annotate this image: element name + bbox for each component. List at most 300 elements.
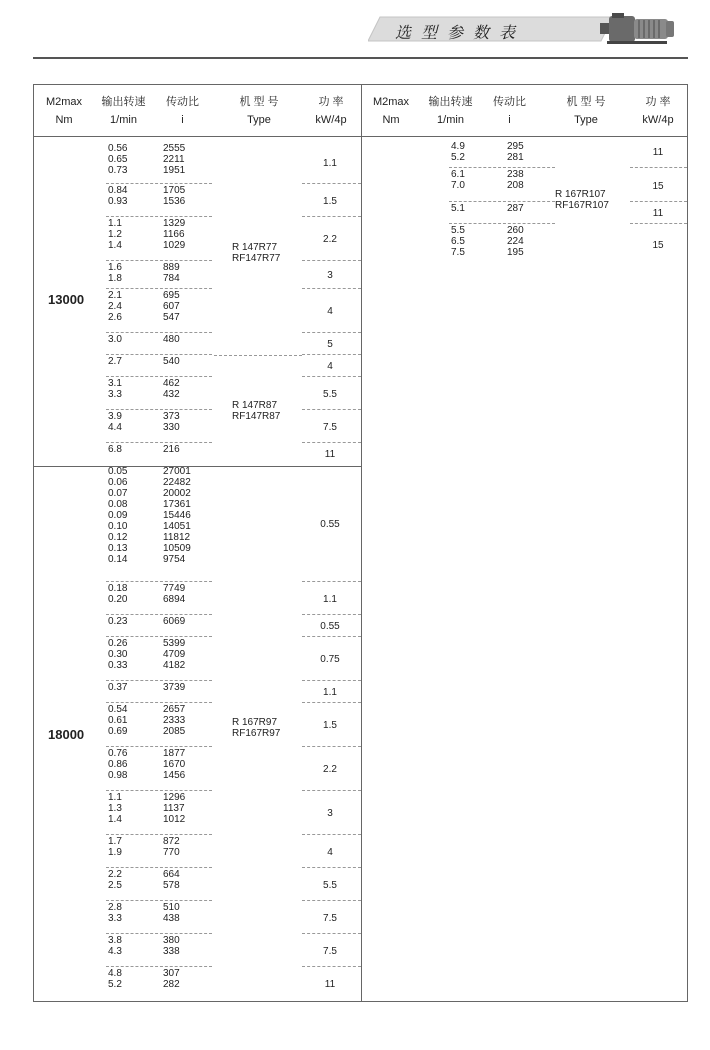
type-line: RF147R77 (232, 253, 281, 264)
speed-value: 0.37 (108, 682, 128, 693)
speed-value: 0.09 (108, 510, 128, 521)
speed-value: 3.3 (108, 913, 122, 924)
data-row (108, 229, 218, 240)
speed-value: 2.1 (108, 290, 122, 301)
ratio-value: 432 (163, 389, 180, 400)
type-label (555, 189, 609, 211)
speed-value: 3.1 (108, 378, 122, 389)
ratio-value: 27001 (163, 466, 191, 477)
speed-value: 0.20 (108, 594, 128, 605)
speed-value: 0.76 (108, 748, 128, 759)
speed-value: 0.54 (108, 704, 128, 715)
data-row (108, 532, 218, 543)
col-header-ratio-line: i (508, 114, 511, 126)
data-group (108, 902, 218, 924)
speed-value: 6.5 (451, 236, 465, 247)
data-row (108, 682, 218, 693)
row-separator (106, 442, 212, 443)
data-row (108, 770, 218, 781)
data-group (108, 356, 218, 367)
speed-value: 0.61 (108, 715, 128, 726)
ratio-value: 17361 (163, 499, 191, 510)
data-row (108, 389, 218, 400)
data-row (108, 880, 218, 891)
power-value: 4 (327, 847, 333, 858)
row-separator (106, 790, 212, 791)
speed-value: 0.65 (108, 154, 128, 165)
ratio-value: 20002 (163, 488, 191, 499)
ratio-value: 7749 (163, 583, 186, 594)
mmax-value: 13000 (48, 292, 85, 307)
ratio-value: 1296 (163, 792, 186, 803)
ratio-value: 14051 (163, 521, 191, 532)
center-divider (361, 85, 362, 1001)
data-row (108, 154, 218, 165)
power-value: 1.1 (323, 594, 337, 605)
row-separator (106, 636, 212, 637)
data-group (108, 836, 218, 858)
ratio-value: 547 (163, 312, 180, 323)
type-line: RF147R87 (232, 411, 281, 422)
data-row (108, 185, 218, 196)
row-separator (449, 223, 555, 224)
type-line: R 147R87 (232, 400, 278, 411)
col-header-speed (96, 93, 151, 129)
power-value: 1.5 (323, 720, 337, 731)
data-row (108, 649, 218, 660)
row-separator (106, 900, 212, 901)
speed-value: 4.9 (451, 141, 465, 152)
data-row (108, 510, 218, 521)
data-group (108, 616, 218, 627)
data-row (108, 554, 218, 565)
ratio-value: 1329 (163, 218, 186, 229)
ratio-value: 1012 (163, 814, 186, 825)
power-separator (302, 442, 361, 443)
ratio-value: 438 (163, 913, 180, 924)
col-header-power-line: kW/4p (315, 114, 347, 126)
data-row (108, 869, 218, 880)
ratio-value: 4182 (163, 660, 186, 671)
data-group (108, 411, 218, 433)
row-separator (106, 966, 212, 967)
data-group (108, 218, 218, 251)
col-header-speed-line: 1/min (110, 114, 137, 126)
ratio-value: 2085 (163, 726, 186, 737)
speed-value: 0.12 (108, 532, 128, 543)
ratio-value: 2555 (163, 143, 186, 154)
speed-value: 2.6 (108, 312, 122, 323)
row-separator (106, 354, 212, 355)
top-rule (33, 57, 688, 59)
data-row (108, 444, 218, 455)
ratio-value: 216 (163, 444, 180, 455)
ratio-value: 224 (507, 236, 524, 247)
data-group (108, 935, 218, 957)
ratio-value: 1705 (163, 185, 186, 196)
type-separator (214, 355, 302, 356)
data-group (108, 704, 218, 737)
speed-value: 5.2 (108, 979, 122, 990)
ratio-value: 1029 (163, 240, 186, 251)
data-row (108, 356, 218, 367)
col-header-ratio-line: 传动比 (166, 96, 199, 108)
data-group (108, 444, 218, 455)
col-header-power-line: 功 率 (318, 96, 344, 108)
col-header-power (301, 93, 361, 129)
power-value: 0.75 (320, 654, 340, 665)
power-value: 11 (324, 979, 336, 990)
row-separator (106, 216, 212, 217)
data-row (108, 902, 218, 913)
mmax-value: 18000 (48, 727, 85, 742)
data-row (108, 262, 218, 273)
data-row (108, 521, 218, 532)
power-separator (302, 376, 361, 377)
data-row (108, 273, 218, 284)
power-value: 11 (652, 147, 664, 158)
speed-value: 0.07 (108, 488, 128, 499)
power-separator (302, 332, 361, 333)
col-header-type (546, 93, 626, 129)
col-header-mmax (361, 93, 421, 129)
data-row (108, 543, 218, 554)
power-value: 3 (327, 270, 333, 281)
speed-value: 4.3 (108, 946, 122, 957)
data-row (108, 422, 218, 433)
speed-value: 4.4 (108, 422, 122, 433)
col-header-mmax-line: M2max (45, 96, 83, 108)
data-group (108, 968, 218, 990)
power-separator (302, 702, 361, 703)
row-separator (106, 581, 212, 582)
power-value: 5.5 (323, 880, 337, 891)
data-group (108, 583, 218, 605)
power-value: 1.5 (323, 196, 337, 207)
ratio-value: 238 (507, 169, 524, 180)
col-header-ratio (155, 93, 210, 129)
data-row (451, 236, 561, 247)
row-separator (449, 201, 555, 202)
data-row (451, 169, 561, 180)
ratio-value: 5399 (163, 638, 186, 649)
data-row (108, 836, 218, 847)
power-separator (302, 966, 361, 967)
power-separator (302, 581, 361, 582)
ratio-value: 510 (163, 902, 180, 913)
data-row (108, 748, 218, 759)
col-header-type-line: 机 型 号 (566, 96, 606, 108)
speed-value: 2.2 (108, 869, 122, 880)
power-value: 2.2 (323, 234, 337, 245)
row-separator (106, 183, 212, 184)
data-group (451, 169, 561, 191)
type-label (232, 242, 280, 264)
speed-value: 7.0 (451, 180, 465, 191)
data-group (108, 378, 218, 400)
col-header-speed-line: 1/min (437, 114, 464, 126)
speed-value: 5.5 (451, 225, 465, 236)
ratio-value: 307 (163, 968, 180, 979)
ratio-value: 6069 (163, 616, 186, 627)
speed-value: 2.8 (108, 902, 122, 913)
ratio-value: 10509 (163, 543, 191, 554)
ratio-value: 540 (163, 356, 180, 367)
power-value: 1.1 (323, 687, 337, 698)
data-row (108, 660, 218, 671)
speed-value: 0.56 (108, 143, 128, 154)
col-header-ratio-line: i (181, 114, 184, 126)
speed-value: 0.69 (108, 726, 128, 737)
data-row (451, 141, 561, 152)
power-separator (302, 409, 361, 410)
data-group (451, 141, 561, 163)
power-separator (302, 183, 361, 184)
data-group (108, 143, 218, 176)
ratio-value: 295 (507, 141, 524, 152)
data-group (108, 682, 218, 693)
data-row (451, 247, 561, 258)
data-row (451, 180, 561, 191)
power-separator (302, 680, 361, 681)
data-row (108, 240, 218, 251)
col-header-power (628, 93, 688, 129)
col-header-mmax-line: M2max (372, 96, 410, 108)
power-separator (302, 260, 361, 261)
speed-value: 3.9 (108, 411, 122, 422)
row-separator (106, 702, 212, 703)
data-row (108, 196, 218, 207)
data-row (108, 847, 218, 858)
data-group (451, 225, 561, 258)
col-header-power-line: 功 率 (645, 96, 671, 108)
power-separator (630, 201, 687, 202)
speed-value: 2.7 (108, 356, 122, 367)
col-header-type-line: Type (574, 114, 598, 126)
power-value: 1.1 (323, 158, 337, 169)
speed-value: 0.13 (108, 543, 128, 554)
data-row (451, 225, 561, 236)
col-header-type-line: 机 型 号 (239, 96, 279, 108)
row-separator (106, 614, 212, 615)
power-separator (302, 933, 361, 934)
data-group (108, 185, 218, 207)
data-row (451, 152, 561, 163)
speed-value: 4.8 (108, 968, 122, 979)
speed-value: 0.26 (108, 638, 128, 649)
ratio-value: 195 (507, 247, 524, 258)
col-header-speed-line: 输出转速 (101, 96, 146, 108)
speed-value: 1.9 (108, 847, 122, 858)
ratio-value: 480 (163, 334, 180, 345)
power-value: 5 (327, 339, 333, 350)
power-value: 11 (652, 208, 664, 219)
ratio-value: 872 (163, 836, 180, 847)
ratio-value: 1137 (163, 803, 185, 814)
data-row (108, 594, 218, 605)
speed-value: 7.5 (451, 247, 465, 258)
speed-value: 0.30 (108, 649, 128, 660)
speed-value: 5.1 (451, 203, 465, 214)
speed-value: 1.1 (108, 218, 122, 229)
ratio-value: 2657 (163, 704, 186, 715)
selection-table (33, 84, 688, 1002)
ratio-value: 380 (163, 935, 180, 946)
col-header-mmax (34, 93, 94, 129)
data-row (108, 466, 218, 477)
speed-value: 0.18 (108, 583, 128, 594)
ratio-value: 330 (163, 422, 180, 433)
data-row (108, 499, 218, 510)
data-row (108, 616, 218, 627)
row-separator (106, 933, 212, 934)
power-separator (302, 216, 361, 217)
power-separator (302, 614, 361, 615)
ratio-value: 784 (163, 273, 180, 284)
col-header-speed (423, 93, 478, 129)
data-row (451, 203, 561, 214)
col-header-speed-line: 输出转速 (428, 96, 473, 108)
speed-value: 6.1 (451, 169, 465, 180)
speed-value: 1.7 (108, 836, 122, 847)
data-group (108, 792, 218, 825)
ratio-value: 1456 (163, 770, 186, 781)
speed-value: 3.8 (108, 935, 122, 946)
power-separator (302, 867, 361, 868)
row-separator (106, 288, 212, 289)
speed-value: 5.2 (451, 152, 465, 163)
row-separator (106, 867, 212, 868)
power-value: 4 (327, 306, 333, 317)
power-separator (302, 834, 361, 835)
speed-value: 0.14 (108, 554, 128, 565)
row-separator (106, 834, 212, 835)
ratio-value: 373 (163, 411, 180, 422)
ratio-value: 3739 (163, 682, 186, 693)
speed-value: 2.4 (108, 301, 122, 312)
gear-motor-icon (598, 10, 678, 46)
data-row (108, 165, 218, 176)
row-separator (106, 332, 212, 333)
row-separator (449, 167, 555, 168)
power-separator (302, 746, 361, 747)
data-row (108, 290, 218, 301)
power-separator (302, 790, 361, 791)
speed-value: 1.4 (108, 240, 122, 251)
ratio-value: 15446 (163, 510, 191, 521)
row-separator (106, 680, 212, 681)
col-header-ratio (482, 93, 537, 129)
speed-value: 0.08 (108, 499, 128, 510)
speed-value: 0.73 (108, 165, 128, 176)
data-row (108, 946, 218, 957)
speed-value: 1.2 (108, 229, 122, 240)
speed-value: 0.06 (108, 477, 128, 488)
data-group (108, 290, 218, 323)
power-value: 3 (327, 808, 333, 819)
data-row (108, 704, 218, 715)
row-separator (106, 376, 212, 377)
speed-value: 3.0 (108, 334, 122, 345)
col-header-mmax-line: Nm (382, 114, 400, 126)
data-row (108, 814, 218, 825)
power-value: 15 (652, 240, 664, 251)
type-label (232, 400, 280, 422)
data-row (108, 143, 218, 154)
speed-value: 1.3 (108, 803, 122, 814)
speed-value: 3.3 (108, 389, 122, 400)
data-group (108, 262, 218, 284)
power-value: 15 (652, 181, 664, 192)
power-value: 2.2 (323, 764, 337, 775)
data-row (108, 218, 218, 229)
ratio-value: 260 (507, 225, 524, 236)
ratio-value: 6894 (163, 594, 186, 605)
data-row (108, 792, 218, 803)
speed-value: 0.84 (108, 185, 128, 196)
data-row (108, 301, 218, 312)
power-value: 0.55 (320, 519, 340, 530)
speed-value: 0.10 (108, 521, 128, 532)
col-header-type (219, 93, 299, 129)
data-group (451, 203, 561, 214)
power-separator (302, 636, 361, 637)
ratio-value: 578 (163, 880, 180, 891)
speed-value: 0.98 (108, 770, 128, 781)
data-row (108, 411, 218, 422)
speed-value: 0.23 (108, 616, 128, 627)
power-separator (630, 223, 687, 224)
data-row (108, 334, 218, 345)
page-title: 选型参数表 (395, 25, 526, 42)
data-row (108, 726, 218, 737)
type-line: R 167R97 (232, 717, 278, 728)
ratio-value: 2333 (163, 715, 186, 726)
ratio-value: 462 (163, 378, 180, 389)
ratio-value: 695 (163, 290, 180, 301)
data-row (108, 935, 218, 946)
power-separator (302, 900, 361, 901)
power-value: 0.55 (320, 621, 340, 632)
power-value: 4 (327, 361, 333, 372)
data-group (108, 466, 218, 565)
ratio-value: 282 (163, 979, 180, 990)
power-value: 5.5 (323, 389, 337, 400)
data-row (108, 378, 218, 389)
speed-value: 1.8 (108, 273, 122, 284)
ratio-value: 2211 (163, 154, 185, 165)
ratio-value: 1536 (163, 196, 186, 207)
power-value: 7.5 (323, 422, 337, 433)
speed-value: 0.33 (108, 660, 128, 671)
col-header-ratio-line: 传动比 (493, 96, 526, 108)
type-line: RF167R97 (232, 728, 281, 739)
data-row (108, 488, 218, 499)
col-header-mmax-line: Nm (55, 114, 73, 126)
power-value: 7.5 (323, 913, 337, 924)
type-line: R 147R77 (232, 242, 278, 253)
data-row (108, 968, 218, 979)
ratio-value: 208 (507, 180, 524, 191)
power-value: 7.5 (323, 946, 337, 957)
speed-value: 0.05 (108, 466, 128, 477)
ratio-value: 22482 (163, 477, 191, 488)
data-row (108, 803, 218, 814)
ratio-value: 607 (163, 301, 180, 312)
ratio-value: 1951 (163, 165, 186, 176)
data-row (108, 913, 218, 924)
speed-value: 1.4 (108, 814, 122, 825)
